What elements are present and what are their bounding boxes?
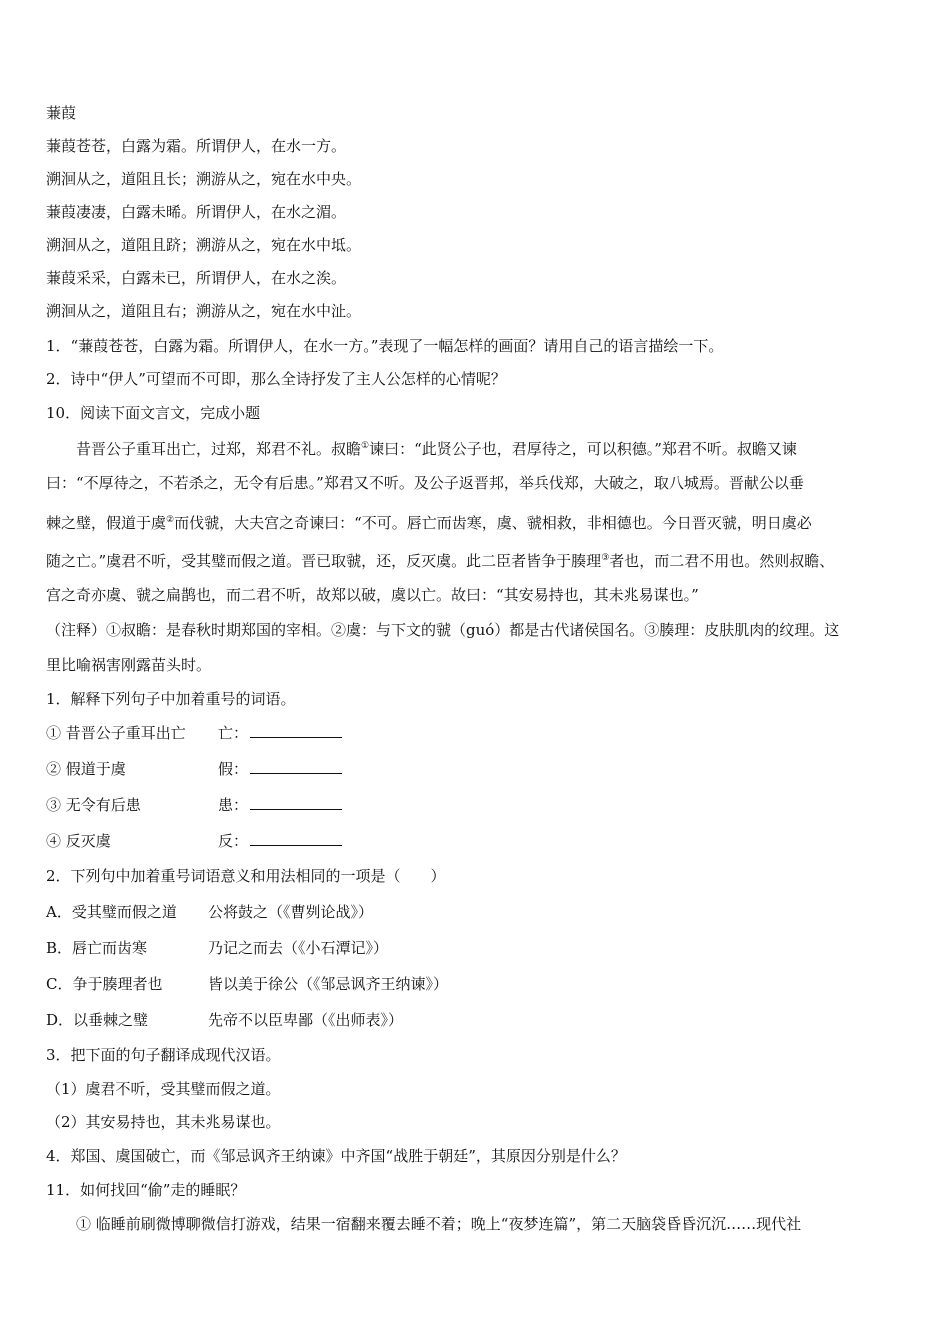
choice-option-d[interactable]: D．以垂棘之璧 先帝不以臣卑鄙（《出师表》）	[46, 1011, 404, 1029]
choice-option-a[interactable]: A．受其璧而假之道 公将鼓之（《曹刿论战》）	[46, 903, 374, 921]
poem-title: 蒹葭	[46, 104, 77, 122]
annotation-note: （注释）①叔瞻：是春秋时期郑国的宰相。②虞：与下文的虢（guó）都是古代诸侯国名。③腠理：皮肤肌肉的纹理。这	[46, 621, 840, 639]
definition-item: ② 假道于虞 假：	[46, 759, 342, 779]
poem-question-1: 1．“蒹葭苍苍，白露为霜。所谓伊人，在水一方。”表现了一幅怎样的画面？请用自己的语言描绘一下。	[46, 337, 724, 355]
footnote-marker: ③	[601, 553, 610, 563]
definition-item: ① 昔晋公子重耳出亡 亡：	[46, 723, 342, 743]
section-10-heading: 10．阅读下面文言文，完成小题	[46, 404, 261, 422]
footnote-marker: ①	[361, 441, 370, 451]
choice-option-b[interactable]: B．唇亡而齿寒 乃记之而去（《小石潭记》）	[46, 939, 389, 957]
question-4: 4．郑国、虞国破亡，而《邹忌讽齐王纳谏》中齐国“战胜于朝廷”，其原因分别是什么？	[46, 1147, 626, 1165]
poem-line: 蒹葭采采，白露未已，所谓伊人，在水之涘。	[46, 269, 347, 287]
definition-item: ③ 无令有后患 患：	[46, 795, 342, 815]
poem-line: 溯洄从之，道阻且长；溯游从之，宛在水中央。	[46, 170, 362, 188]
poem-line: 蒹葭苍苍，白露为霜。所谓伊人，在水一方。	[46, 137, 347, 155]
passage-line: 曰：“不厚待之，不若杀之，无令有后患。”郑君又不听。及公子返晋邦，举兵伐郑，大破之，取八城焉。晋献公以垂	[46, 474, 804, 492]
poem-line: 蒹葭凄凄，白露未晞。所谓伊人，在水之湄。	[46, 203, 347, 221]
passage-line: 棘之璧，假道于虞②而伐虢，大夫宫之奇谏曰：“不可。唇亡而齿寒，虞、虢相救，非相德也。今日晋灭虢，明日虞必	[46, 514, 812, 532]
question-2-title: 2．下列句中加着重号词语意义和用法相同的一项是（ ）	[46, 867, 446, 885]
section-11-heading: 11．如何找回“偷”走的睡眠？	[46, 1181, 246, 1199]
translation-item: （1）虞君不听，受其璧而假之道。	[46, 1080, 281, 1098]
question-3-title: 3．把下面的句子翻译成现代汉语。	[46, 1046, 281, 1064]
answer-blank[interactable]	[250, 759, 342, 774]
passage-line: 随之亡。”虞君不听，受其璧而假之道。晋已取虢，还，反灭虞。此二臣者皆争于腠理③者也，而二君不用也。然则叔瞻、	[46, 552, 835, 570]
choice-option-c[interactable]: C．争于腠理者也 皆以美于徐公（《邹忌讽齐王纳谏》）	[46, 975, 449, 993]
poem-question-2: 2．诗中“伊人”可望而不可即，那么全诗抒发了主人公怎样的心情呢？	[46, 370, 506, 388]
definition-item: ④ 反灭虞 反：	[46, 831, 342, 851]
answer-blank[interactable]	[250, 831, 342, 846]
passage-line: 宫之奇亦虞、虢之扁鹊也，而二君不听，故郑以破，虞以亡。故曰：“其安易持也，其未兆易谋也。”	[46, 586, 699, 604]
translation-item: （2）其安易持也，其未兆易谋也。	[46, 1113, 281, 1131]
passage-line: 昔晋公子重耳出亡，过郑，郑君不礼。叔瞻①谏曰：“此贤公子也，君厚待之，可以积德。”郑君不听。叔瞻又谏	[76, 440, 797, 458]
section-11-paragraph: ① 临睡前刷微博聊微信打游戏，结果一宿翻来覆去睡不着；晚上“夜梦连篇”，第二天脑袋昏昏沉沉……现代社	[76, 1215, 802, 1233]
answer-blank[interactable]	[250, 723, 342, 738]
question-1-title: 1．解释下列句子中加着重号的词语。	[46, 690, 296, 708]
answer-blank[interactable]	[250, 795, 342, 810]
annotation-note: 里比喻祸害刚露苗头时。	[46, 656, 212, 674]
poem-line: 溯洄从之，道阻且跻；溯游从之，宛在水中坻。	[46, 236, 362, 254]
poem-line: 溯洄从之，道阻且右；溯游从之，宛在水中沚。	[46, 302, 362, 320]
footnote-marker: ②	[166, 515, 175, 525]
